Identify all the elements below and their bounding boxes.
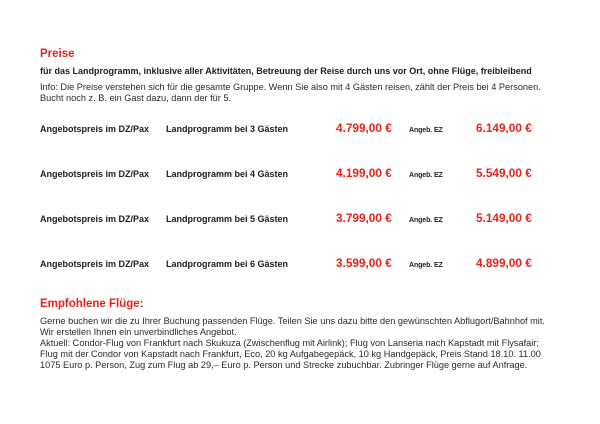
single-room-price: 4.899,00 € [476, 256, 532, 270]
page-title: Preise [40, 48, 75, 60]
flights-heading: Empfohlene Flüge: [40, 298, 144, 310]
flight-line: 1075 Euro p. Person, Zug zum Flug ab 29,– Euro p. Person und Strecke zubuchbar. Zubringer Flüge gerne auf Anfrage. [40, 360, 528, 370]
price-table-row [40, 120, 580, 136]
offer-label: Angebotspreis im DZ/Pax [40, 214, 150, 224]
price-table-row [40, 165, 580, 181]
page-subtitle: für das Landprogramm, inklusive aller Aktivitäten, Betreuung der Reise durch uns vor Ort, ohne Flüge, freibleibend [40, 66, 532, 76]
flight-line: Gerne buchen wir die zu Ihrer Buchung passenden Flüge. Teilen Sie uns dazu bitte den gewünschten Abflugort/Bahnhof mit. [40, 316, 545, 326]
info-text-line-1: Info: Die Preise verstehen sich für die gesamte Gruppe. Wenn Sie also mit 4 Gästen reisen, zählt der Preis bei 4 Personen. [40, 82, 541, 92]
single-room-price: 6.149,00 € [476, 121, 532, 135]
group-price: 3.799,00 € [336, 211, 392, 225]
group-price: 4.199,00 € [336, 166, 392, 180]
single-room-label: Angeb. EZ [409, 172, 443, 179]
single-room-price: 5.549,00 € [476, 166, 532, 180]
offer-label: Angebotspreis im DZ/Pax [40, 169, 150, 179]
offer-label: Angebotspreis im DZ/Pax [40, 124, 150, 134]
flight-line: Flug mit der Condor von Kapstadt nach Frankfurt, Eco, 20 kg Aufgabegepäck, 10 kg Handgepäck, Preis Stand 18.10. 11.00 [40, 349, 541, 359]
single-room-price: 5.149,00 € [476, 211, 532, 225]
flight-line: Wir erstellen Ihnen ein unverbindliches Angebot. [40, 327, 237, 337]
offer-label: Angebotspreis im DZ/Pax [40, 259, 150, 269]
single-room-label: Angeb. EZ [409, 262, 443, 269]
price-table-row [40, 255, 580, 271]
program-label: Landprogramm bei 5 Gästen [166, 214, 289, 224]
program-label: Landprogramm bei 6 Gästen [166, 259, 289, 269]
single-room-label: Angeb. EZ [409, 127, 443, 134]
flight-line: Aktuell: Condor-Flug von Frankfurt nach Skukuza (Zwischenflug mit Airlink); Flug von Lanseria nach Kapstadt mit Flysafair; [40, 338, 539, 348]
price-table-row [40, 210, 580, 226]
single-room-label: Angeb. EZ [409, 217, 443, 224]
program-label: Landprogramm bei 3 Gästen [166, 124, 289, 134]
program-label: Landprogramm bei 4 Gästen [166, 169, 289, 179]
group-price: 4.799,00 € [336, 121, 392, 135]
group-price: 3.599,00 € [336, 256, 392, 270]
info-text-line-2: Bucht noch z. B. ein Gast dazu, dann der für 5. [40, 93, 232, 103]
